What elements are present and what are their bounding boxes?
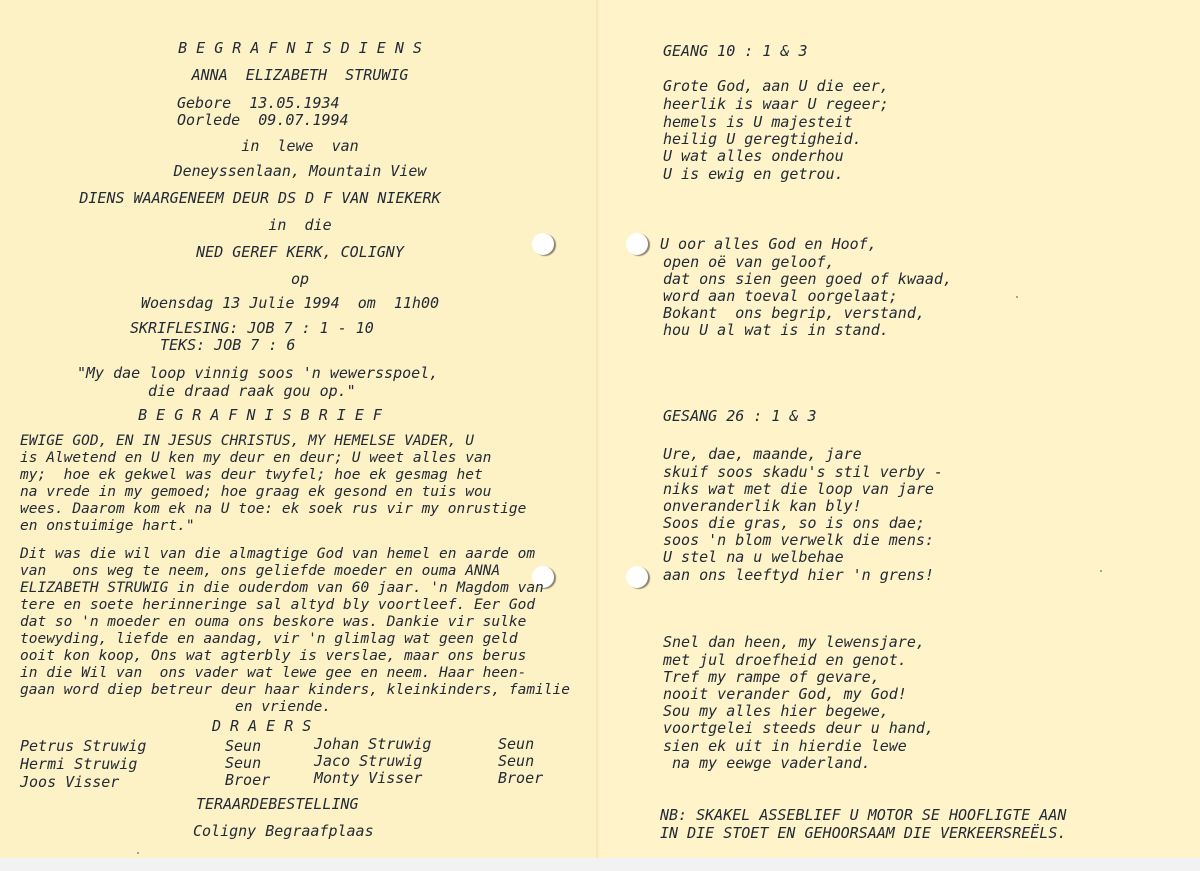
hymn2-line: Ure, dae, maande, jare <box>663 445 862 463</box>
hymn2-line: Tref my rampe of gevare, <box>663 668 880 686</box>
bearer-relation: Seun <box>498 752 535 770</box>
bearers-title: D R A E R S <box>212 717 312 735</box>
cemetery-name: Coligny Begraafplaas <box>193 822 374 840</box>
hymn2-line: aan ons leeftyd hier 'n grens! <box>663 566 934 584</box>
service-title: B E G R A F N I S D I E N S <box>178 39 422 57</box>
speck <box>137 852 139 854</box>
scan-edge <box>0 858 1200 871</box>
speck <box>1100 570 1102 572</box>
tribute-line: van ons weg te neem, ons geliefde moeder en ouma ANNA <box>20 563 501 579</box>
hymn1-line: U oor alles God en Hoof, <box>660 235 877 253</box>
punch-hole <box>626 233 648 255</box>
bearer-name: Hermi Struwig <box>20 755 138 773</box>
bearer-relation: Broer <box>498 769 544 787</box>
hymn2-line: sien ek uit in hierdie lewe <box>663 737 907 755</box>
hymn1-line: dat ons sien geen goed of kwaad, <box>663 270 952 288</box>
tribute-line: ooit kon koop, Ons wat agterbly is verslae, maar ons berus <box>20 648 527 664</box>
hymn2-line: U stel na u welbehae <box>663 548 844 566</box>
letter-line: EWIGE GOD, EN IN JESUS CHRISTUS, MY HEMELSE VADER, U <box>20 433 474 449</box>
hymn2-line: Snel dan heen, my lewensjare, <box>663 633 925 651</box>
hymn2-line: skuif soos skadu's stil verby - <box>663 463 943 481</box>
tribute-line: gaan word diep betreur deur haar kinders, kleinkinders, familie <box>20 682 570 698</box>
tribute-line: in die Wil van ons vader wat lewe gee en neem. Haar heen- <box>20 665 527 681</box>
letter-line: wees. Daarom kom ek na U toe: ek soek rus vir my onrustige <box>20 501 527 517</box>
address: Deneyssenlaan, Mountain View <box>173 162 427 180</box>
tribute-line: ELIZABETH STRUWIG in die ouderdom van 60 jaar. 'n Magdom van <box>20 580 544 596</box>
punch-hole <box>626 566 648 588</box>
hymn1-line: hou U al wat is in stand. <box>663 321 889 339</box>
hymn1-line: heerlik is waar U regeer; <box>663 95 889 113</box>
hymn1-line: U is ewig en getrou. <box>663 165 844 183</box>
hymn2-title: GESANG 26 : 1 & 3 <box>663 407 817 425</box>
quote-line-1: "My dae loop vinnig soos 'n wewersspoel, <box>77 364 439 382</box>
hymn1-line: U wat alles onderhou <box>663 147 844 165</box>
tribute-line: toewyding, liefde en aandag, vir 'n glimlag wat geen geld <box>20 631 518 647</box>
hymn1-title: GEANG 10 : 1 & 3 <box>663 42 808 60</box>
bearer-name: Jaco Struwig <box>314 752 423 770</box>
hymn2-line: voortgelei steeds deur u hand, <box>663 719 934 737</box>
op-label: op <box>290 270 310 288</box>
hymn2-line: na my eewge vaderland. <box>663 754 871 772</box>
tribute-line: en vriende. <box>235 699 332 715</box>
tribute-line: Dit was die wil van die almagtige God van hemel en aarde om <box>20 546 536 562</box>
hymn1-line: word aan toeval oorgelaat; <box>663 287 898 305</box>
hymn2-line: nooit verander God, my God! <box>663 685 907 703</box>
bearer-name: Johan Struwig <box>314 735 432 753</box>
quote-line-2: die draad raak gou op." <box>148 382 356 400</box>
bearer-name: Monty Visser <box>314 769 423 787</box>
hymn2-line: niks wat met die loop van jare <box>663 480 934 498</box>
speck <box>1016 296 1018 298</box>
bearer-relation: Broer <box>225 771 271 789</box>
hymn2-line: met jul droefheid en genot. <box>663 651 907 669</box>
hymn1-line: Grote God, aan U die eer, <box>663 77 889 95</box>
service-date: Woensdag 13 Julie 1994 om 11h00 <box>140 294 439 312</box>
sermon-text: TEKS: JOB 7 : 6 <box>160 336 296 354</box>
letter-line: is Alwetend en U ken my deur en deur; U weet alles van <box>20 450 492 466</box>
birth-date: Gebore 13.05.1934 <box>177 94 340 112</box>
hymn2-line: Sou my alles hier begewe, <box>663 702 889 720</box>
scripture-reading: SKRIFLESING: JOB 7 : 1 - 10 <box>130 319 374 337</box>
bearer-name: Joos Visser <box>20 773 120 791</box>
death-date: Oorlede 09.07.1994 <box>177 111 349 129</box>
burial-title: TERAARDEBESTELLING <box>196 795 359 813</box>
tribute-line: tere en soete herinneringe sal altyd bly voortleef. Eer God <box>20 597 536 613</box>
hymn2-line: onveranderlik kan bly! <box>663 497 862 515</box>
traffic-note: NB: SKAKEL ASSEBLIEF U MOTOR SE HOOFLIGTE AAN <box>660 806 1067 824</box>
bearer-name: Petrus Struwig <box>20 737 147 755</box>
church-name: NED GEREF KERK, COLIGNY <box>196 243 404 261</box>
hymn1-line: hemels is U majesteit <box>663 113 853 131</box>
deceased-name: ANNA ELIZABETH STRUWIG <box>191 66 409 84</box>
bearer-relation: Seun <box>225 754 262 772</box>
officiant: DIENS WAARGENEEM DEUR DS D F VAN NIEKERK <box>79 189 441 207</box>
traffic-note: IN DIE STOET EN GEHOORSAAM DIE VERKEERSREËLS. <box>660 824 1067 842</box>
page-fold <box>596 0 600 860</box>
hymn1-line: Bokant ons begrip, verstand, <box>663 304 925 322</box>
bearer-relation: Seun <box>498 735 535 753</box>
in-lewe-van: in lewe van <box>241 137 359 155</box>
letter-title: B E G R A F N I S B R I E F <box>138 406 382 424</box>
letter-line: my; hoe ek gekwel was deur twyfel; hoe ek gesmag het <box>20 467 483 483</box>
letter-line: na vrede in my gemoed; hoe graag ek gesond en tuis wou <box>20 484 492 500</box>
hymn1-line: open oë van geloof, <box>663 253 835 271</box>
hymn2-line: soos 'n blom verwelk die mens: <box>663 531 934 549</box>
tribute-line: dat so 'n moeder en ouma ons beskore was. Dankie vir sulke <box>20 614 527 630</box>
in-die: in die <box>268 216 332 234</box>
letter-line: en onstuimige hart." <box>20 518 195 534</box>
hymn2-line: Soos die gras, so is ons dae; <box>663 514 925 532</box>
hymn1-line: heilig U geregtigheid. <box>663 130 862 148</box>
bearer-relation: Seun <box>225 737 262 755</box>
